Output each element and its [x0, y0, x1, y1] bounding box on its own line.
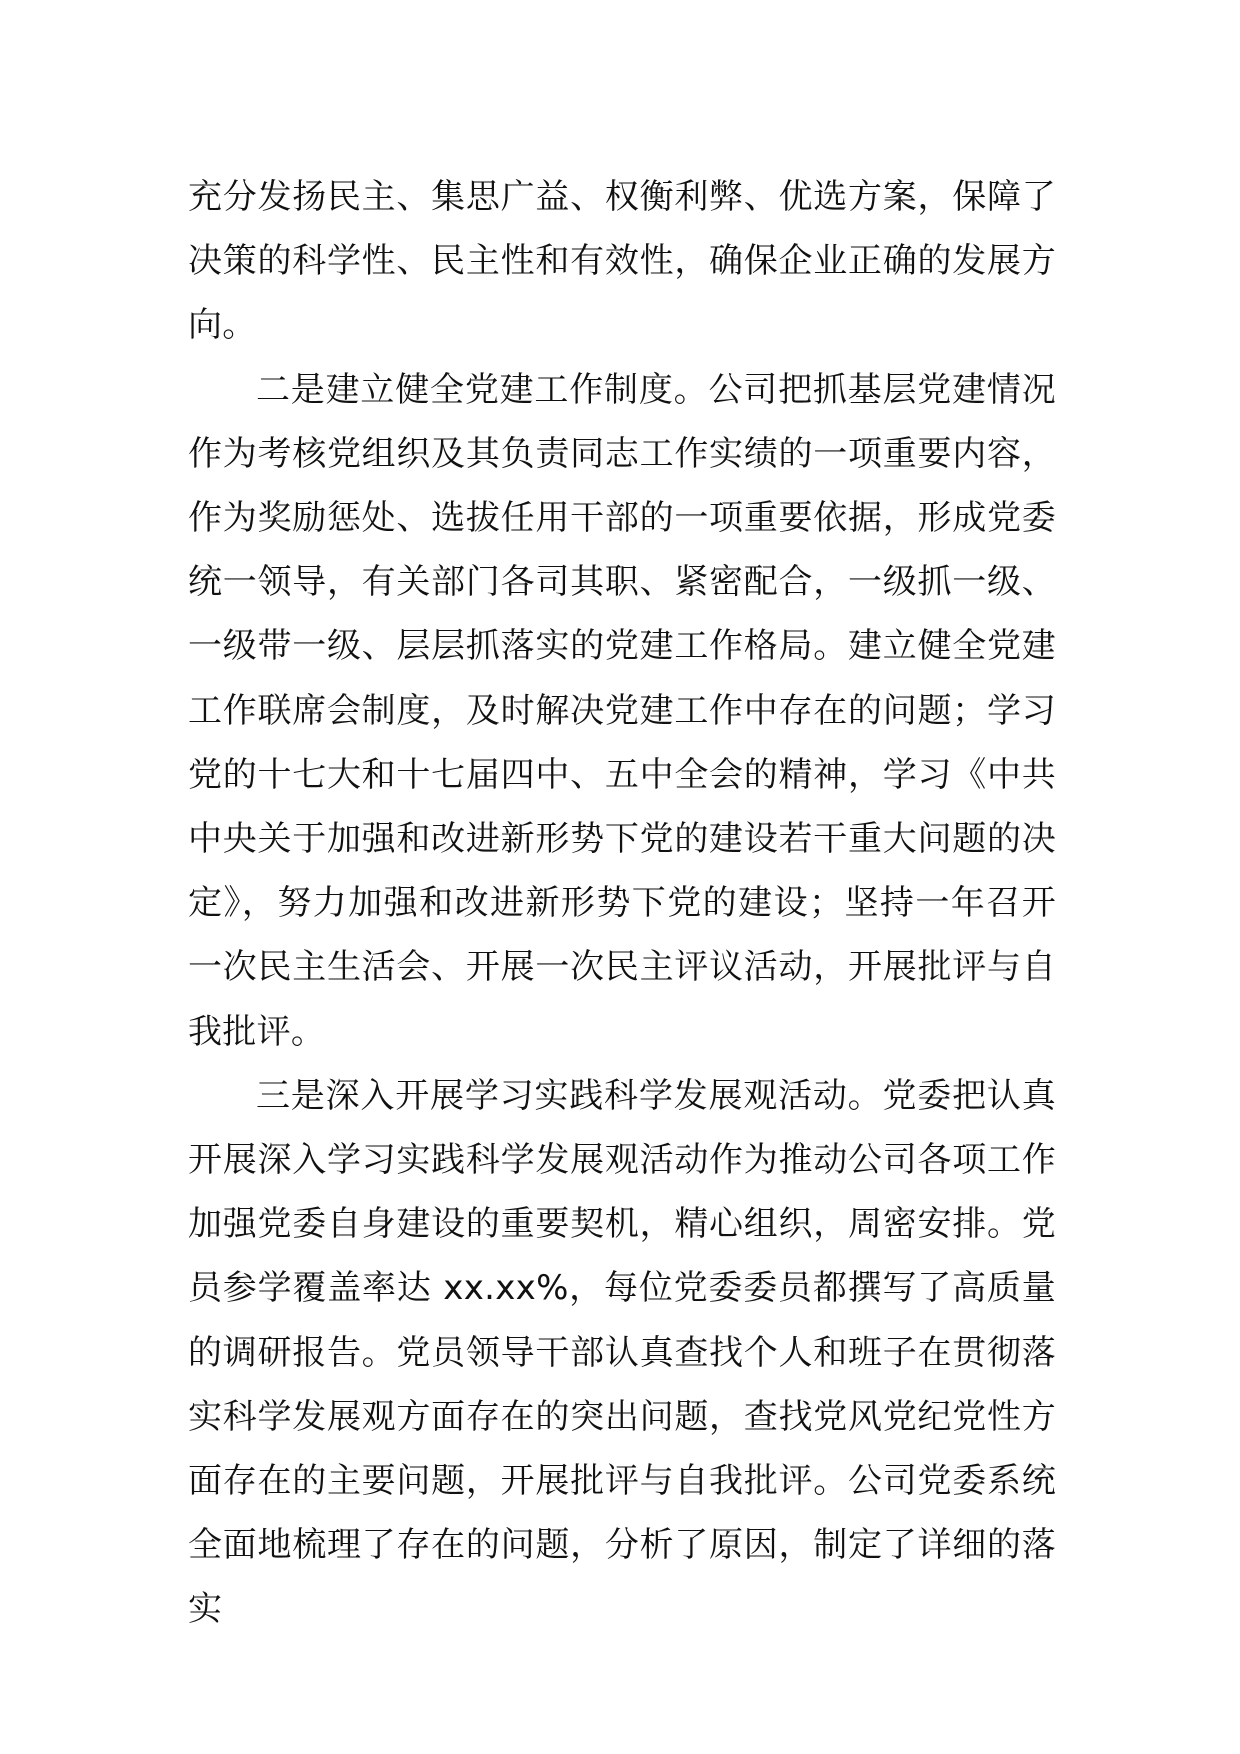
document-body: [188, 165, 1056, 1642]
paragraph-continuation: 充分发扬民主、集思广益、权衡利弊、优选方案，保障了决策的科学性、民主性和有效性，确保企业正确的发展方向。: [188, 177, 1056, 346]
paragraph-scientific-development: 三是深入开展学习实践科学发展观活动。党委把认真开展深入学习实践科学发展观活动作为推动公司各项工作加强党委自身建设的重要契机，精心组织，周密安排。党员参学覆盖率达 xx.xx%，每位党委委员都撰写了高质量的调研报告。党员领导干部认真查找个人和班子在贯彻落实科学发展观方面存在的突出问题，查找党风党纪党性方面存在的主要问题，开展批评与自我批评。公司党委系统全面地梳理了存在的问题，分析了原因，制定了详细的落实: [188, 1075, 1056, 1630]
paragraph-party-building-system: 二是建立健全党建工作制度。公司把抓基层党建情况作为考核党组织及其负责同志工作实绩的一项重要内容，作为奖励惩处、选拔任用干部的一项重要依据，形成党委统一领导，有关部门各司其职、紧密配合，一级抓一级、一级带一级、层层抓落实的党建工作格局。建立健全党建工作联席会制度，及时解决党建工作中存在的问题；学习党的十七大和十七届四中、五中全会的精神，学习《中共中央关于加强和改进新形势下党的建设若干重大问题的决定》，努力加强和改进新形势下党的建设；坚持一年召开一次民主生活会、开展一次民主评议活动，开展批评与自我批评。: [188, 369, 1056, 1052]
